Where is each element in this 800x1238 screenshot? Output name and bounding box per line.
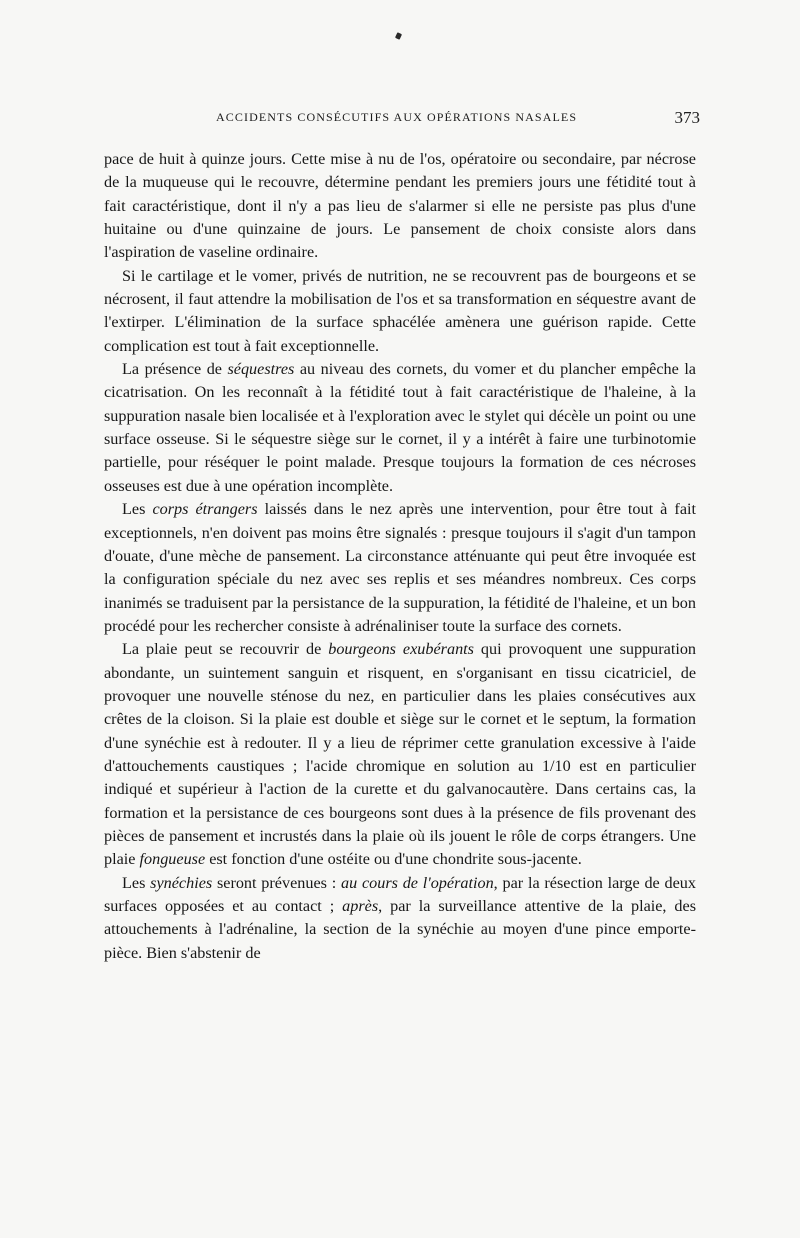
paragraph <box>104 498 696 638</box>
paragraph-text: La plaie peut se recouvrir de <box>122 640 329 659</box>
paragraph-text: est fonction d'une ostéite ou d'une chondrite sous-jacente. <box>205 850 582 869</box>
paragraph-text: laissés dans le nez après une intervention, pour être tout à fait exceptionnels, n'en doivent pas moins être signalés : presque toujours il s'agit d'un tampon d'ouate, d'une mèche de pansement. La circonstance atténuante qui peut être invoquée est la configuration spéciale du nez avec ses replis et ses méandres nombreux. Ces corps inanimés se traduisent par la persistance de la suppuration, la fétidité de l'haleine, et un bon procédé pour les rechercher consiste à adrénaliniser toute la surface des cornets. <box>104 500 696 635</box>
paragraph-text: au niveau des cornets, du vomer et du plancher empêche la cicatrisation. On les reconnaît à la fétidité tout à fait caractéristique de l'haleine, à la suppuration nasale bien localisée et à l'exploration avec le stylet qui décèle un point ou une surface osseuse. Si le séquestre siège sur le cornet, il y a intérêt à faire une turbinotomie partielle, pour réséquer le point malade. Presque toujours la formation de ces nécroses osseuses est due à une opération incomplète. <box>104 360 696 495</box>
paragraph-text: seront prévenues : <box>212 873 341 892</box>
paragraph-text: , par la surveillance attentive de la plaie, des attouchements à l'adrénaline, la section de la synéchie au moyen d'une pince emporte-pièce. Bien s'abstenir de <box>104 897 696 962</box>
running-head: ACCIDENTS CONSÉCUTIFS AUX OPÉRATIONS NASALES <box>216 110 578 124</box>
italic-term: synéchies <box>150 873 213 892</box>
page-header <box>104 108 700 128</box>
paragraph-text: Les <box>122 873 151 892</box>
paragraph-text: , par la résection large de deux surfaces opposées et au contact ; <box>104 873 696 915</box>
paragraph-text: Si le cartilage et le vomer, privés de nutrition, ne se recouvrent pas de bourgeons et se nécrosent, il faut attendre la mobilisation de l'os et sa transformation en séquestre avant de l'extirper. L'élimination de la surface sphacélée amènera une guérison rapide. Cette complication est tout à fait exceptionnelle. <box>104 266 696 355</box>
paragraph <box>104 148 696 265</box>
italic-term: fongueuse <box>139 850 206 869</box>
paragraph <box>104 872 696 965</box>
italic-term: séquestres <box>227 360 295 379</box>
paragraph <box>104 358 696 498</box>
paragraph-text: Les <box>122 500 153 519</box>
italic-term: après <box>342 897 379 915</box>
body-text <box>104 148 696 965</box>
italic-term: bourgeons exubérants <box>328 640 474 659</box>
italic-term: corps étrangers <box>152 500 258 519</box>
ink-spot <box>395 32 402 40</box>
paragraph <box>104 265 696 358</box>
paragraph-text: pace de huit à quinze jours. Cette mise à nu de l'os, opératoire ou secondaire, par nécrose de la muqueuse qui le recouvre, détermine pendant les premiers jours une fétidité tout à fait caractéristique, dont il n'y a pas lieu de s'alarmer si elle ne persiste pas plus d'une huitaine ou d'une quinzaine de jours. Le pansement de choix consiste alors dans l'aspiration de vaseline ordinaire. <box>104 150 696 262</box>
paragraph <box>104 638 696 871</box>
paragraph-text: La présence de <box>122 360 228 379</box>
paragraph-text: qui provoquent une suppuration abondante, un suintement sanguin et risquent, en s'organisant en tissu cicatriciel, de provoquer une nouvelle sténose du nez, en particulier dans les plaies consécutives aux crêtes de la cloison. Si la plaie est double et siège sur le cornet et le septum, la formation d'une synéchie est à redouter. Il y a lieu de réprimer cette granulation excessive à l'aide d'attouchements caustiques ; l'acide chromique en solution au 1/10 est en particulier indiqué et supérieur à l'action de la curette et du galvanocautère. Dans certains cas, la formation et la persistance de ces bourgeons sont dues à la présence de fils provenant des pièces de pansement et incrustés dans la plaie où ils jouent le rôle de corps étrangers. Une plaie <box>104 640 697 869</box>
page-number: 373 <box>674 108 700 127</box>
italic-term: au cours de l'opération <box>340 873 494 892</box>
